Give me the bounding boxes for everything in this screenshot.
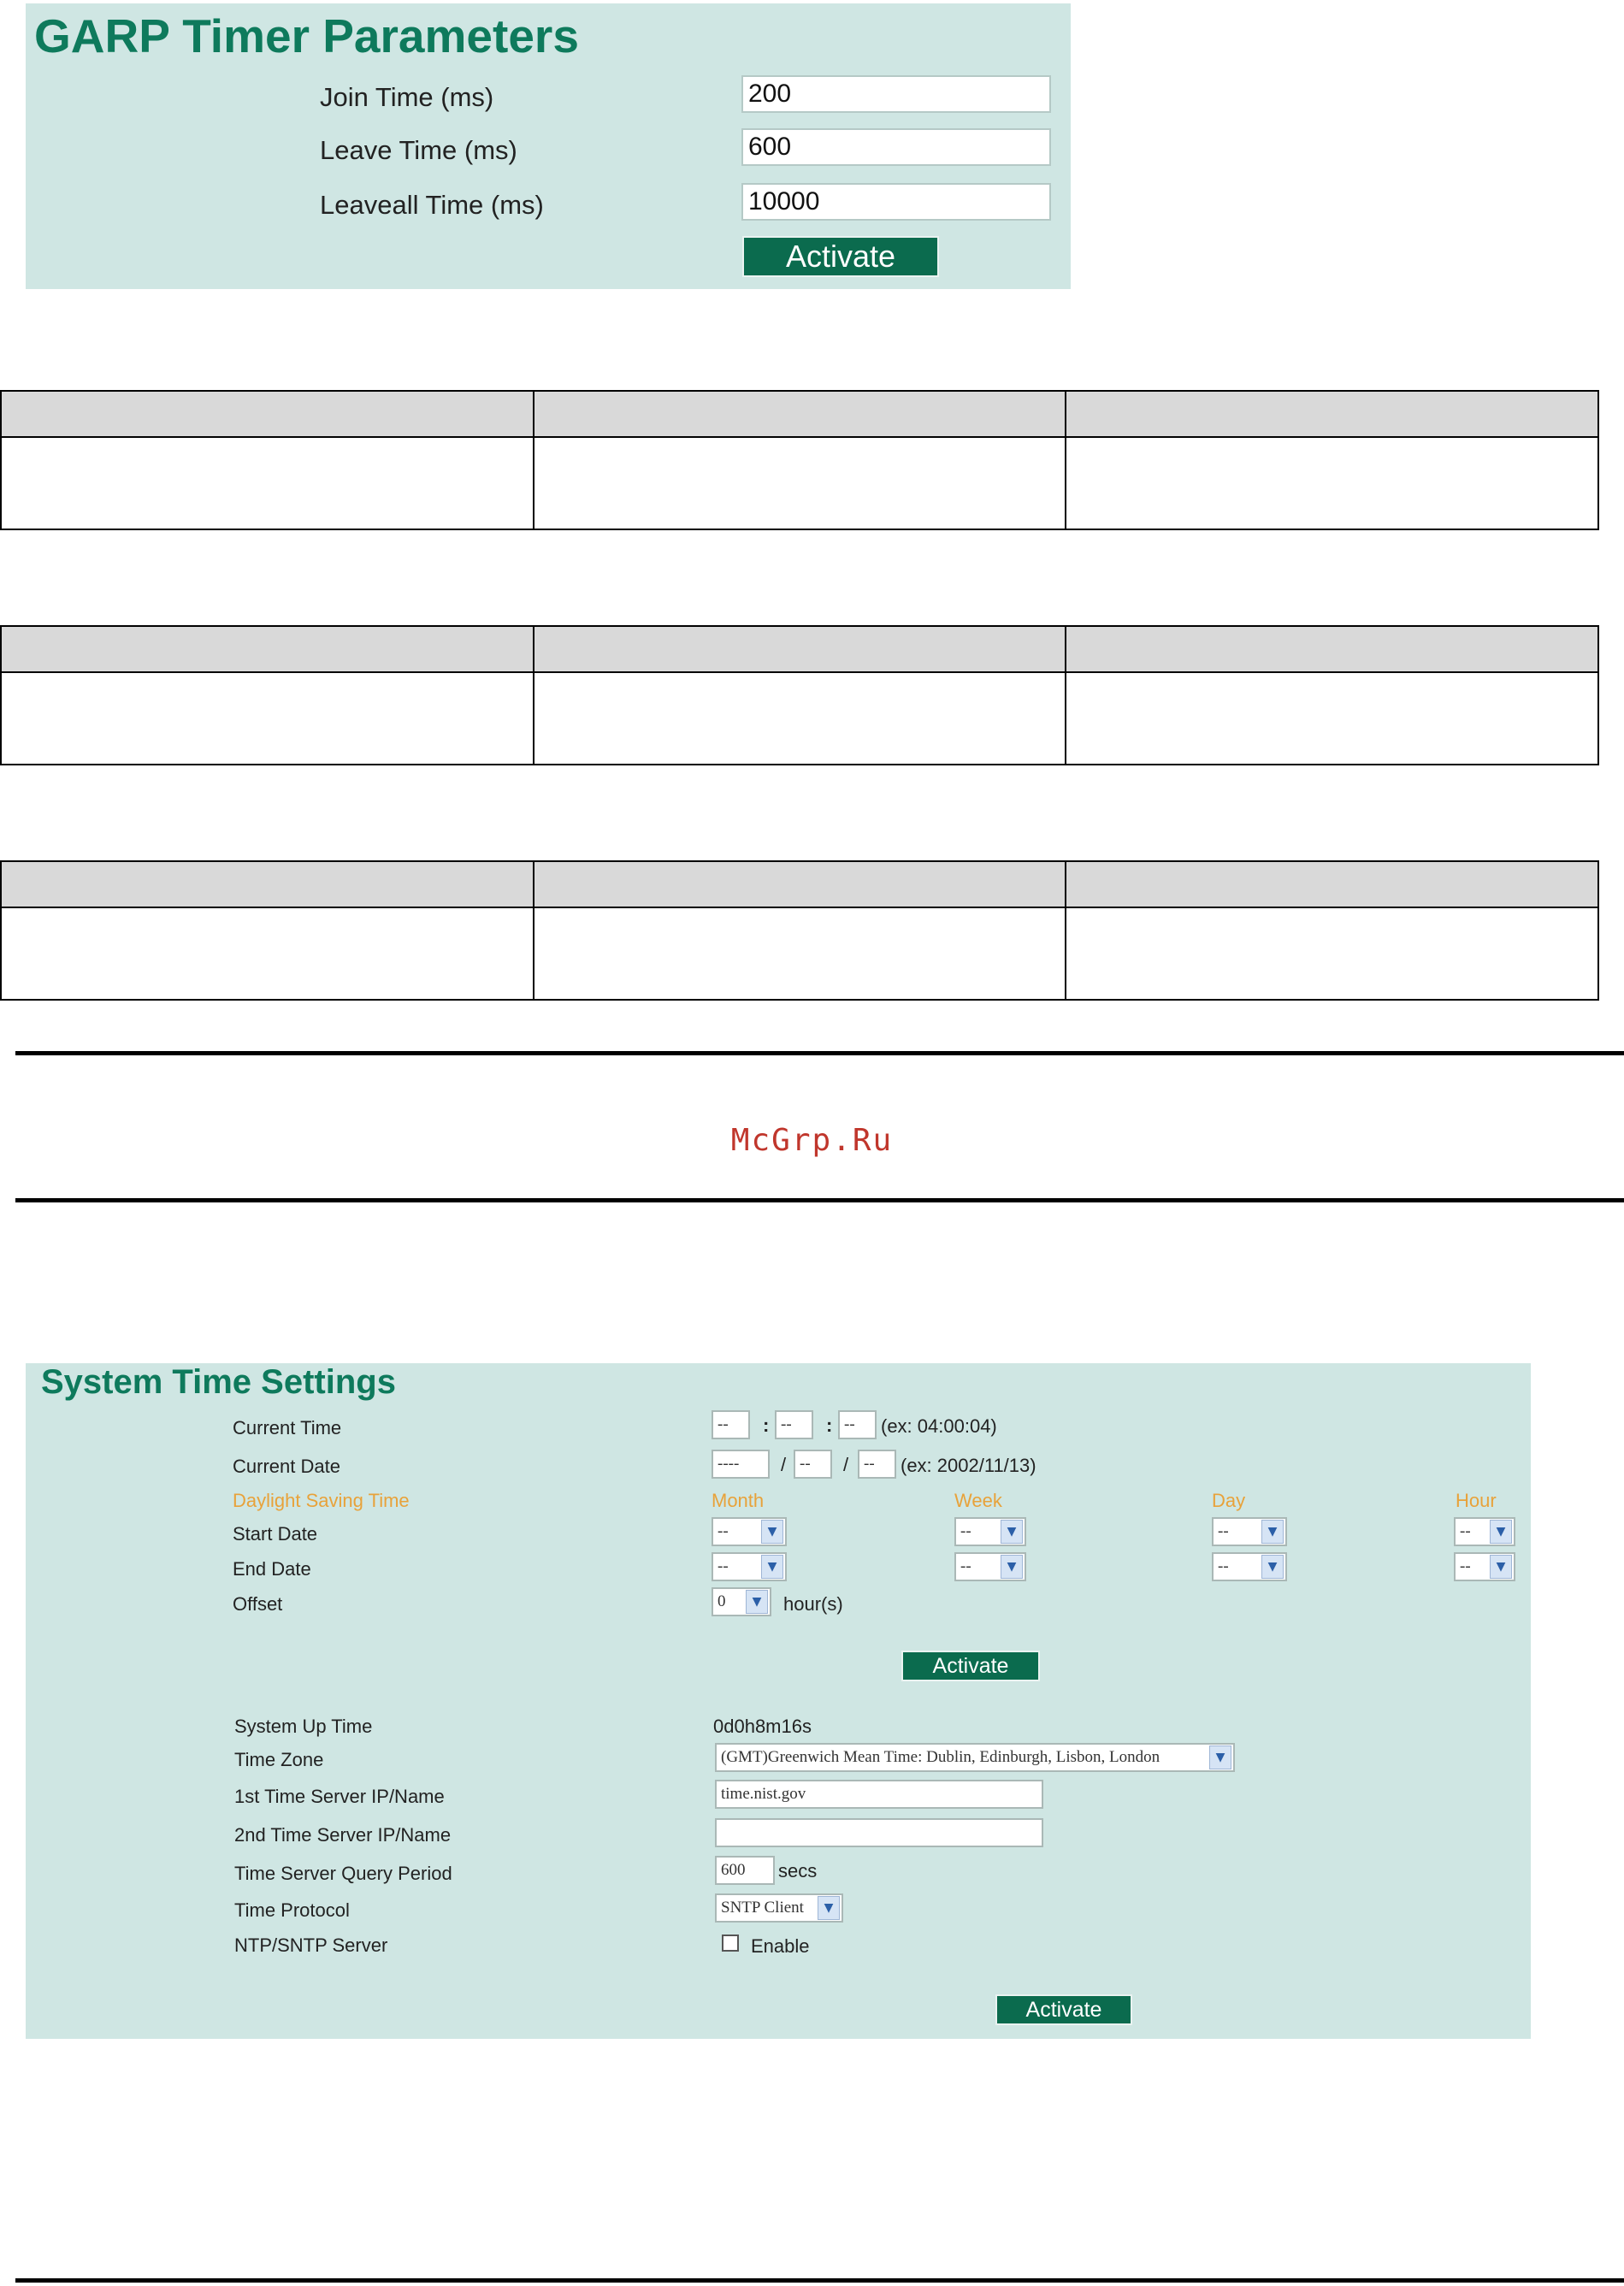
offset-select[interactable]	[712, 1587, 771, 1616]
uptime-value: 0d0h8m16s	[713, 1716, 812, 1737]
leaveall-time-input[interactable]	[741, 183, 1051, 221]
table-cell	[534, 672, 1066, 765]
query-period-label: Time Server Query Period	[234, 1863, 452, 1884]
chevron-down-icon: ▼	[1261, 1520, 1284, 1544]
dst-hour-header: Hour	[1456, 1490, 1497, 1511]
chevron-down-icon: ▼	[746, 1590, 768, 1614]
table-header-cell	[1066, 626, 1598, 672]
select-value: --	[960, 1557, 971, 1575]
end-month-select[interactable]	[712, 1552, 787, 1581]
divider-line	[15, 2278, 1624, 2283]
chevron-down-icon: ▼	[1261, 1555, 1284, 1579]
table-cell	[1, 437, 534, 529]
table-cell	[1, 672, 534, 765]
end-day-select[interactable]	[1212, 1552, 1287, 1581]
year-input[interactable]: ----	[712, 1450, 770, 1479]
hour-input[interactable]: --	[712, 1410, 750, 1439]
server1-label: 1st Time Server IP/Name	[234, 1786, 445, 1807]
end-week-select[interactable]	[954, 1552, 1026, 1581]
table-header-cell	[1, 861, 534, 907]
query-period-input[interactable]	[715, 1856, 775, 1885]
time-protocol-select[interactable]	[715, 1893, 843, 1923]
time-separator: :	[826, 1415, 833, 1436]
date-separator: /	[843, 1454, 849, 1475]
garp-panel	[26, 3, 1071, 289]
join-time-label: Join Time (ms)	[320, 82, 494, 112]
table-3	[0, 860, 1599, 1001]
select-value: --	[960, 1522, 971, 1540]
time-server-activate-button[interactable]: Activate	[995, 1994, 1132, 2025]
table-header-cell	[1066, 391, 1598, 437]
chevron-down-icon: ▼	[1490, 1520, 1512, 1544]
ntp-enable-checkbox[interactable]	[722, 1935, 739, 1952]
start-week-select[interactable]	[954, 1517, 1026, 1546]
table-cell	[534, 437, 1066, 529]
current-date-label: Current Date	[233, 1456, 340, 1477]
day-input[interactable]: --	[858, 1450, 896, 1479]
table-header-cell	[534, 391, 1066, 437]
date-separator: /	[781, 1454, 787, 1475]
table-cell	[1, 907, 534, 1000]
dst-week-header: Week	[954, 1490, 1002, 1511]
timezone-select[interactable]	[715, 1743, 1235, 1772]
offset-label: Offset	[233, 1593, 283, 1615]
select-value: 0	[718, 1592, 726, 1610]
table-cell	[1066, 907, 1598, 1000]
chevron-down-icon: ▼	[1001, 1555, 1023, 1579]
divider-line	[15, 1198, 1624, 1202]
time-separator: :	[763, 1415, 770, 1436]
system-time-title: System Time Settings	[41, 1363, 396, 1401]
select-value: --	[1218, 1522, 1229, 1540]
leave-time-input[interactable]	[741, 128, 1051, 166]
chevron-down-icon: ▼	[818, 1896, 840, 1920]
time-example: (ex: 04:00:04)	[881, 1415, 997, 1437]
table-1	[0, 390, 1599, 530]
server2-label: 2nd Time Server IP/Name	[234, 1824, 452, 1846]
timezone-label: Time Zone	[234, 1749, 324, 1770]
table-header-cell	[1066, 861, 1598, 907]
dst-month-header: Month	[712, 1490, 765, 1511]
start-day-select[interactable]	[1212, 1517, 1287, 1546]
table-cell	[534, 907, 1066, 1000]
server1-input[interactable]	[715, 1780, 1043, 1809]
select-value: (GMT)Greenwich Mean Time: Dublin, Edinburgh, Lisbon, London	[721, 1748, 1160, 1766]
minute-input[interactable]: --	[775, 1410, 813, 1439]
select-value: SNTP Client	[721, 1899, 804, 1917]
select-value: --	[1460, 1557, 1471, 1575]
start-month-select[interactable]	[712, 1517, 787, 1546]
uptime-label: System Up Time	[234, 1716, 373, 1737]
current-time-label: Current Time	[233, 1417, 342, 1438]
watermark: McGrp.Ru	[730, 1123, 894, 1158]
query-period-unit: secs	[778, 1860, 818, 1881]
table-header-cell	[1, 626, 534, 672]
month-input[interactable]: --	[794, 1450, 832, 1479]
select-value: --	[718, 1522, 729, 1540]
second-input[interactable]: --	[838, 1410, 877, 1439]
chevron-down-icon: ▼	[1209, 1746, 1231, 1769]
chevron-down-icon: ▼	[761, 1520, 783, 1544]
date-example: (ex: 2002/11/13)	[901, 1455, 1036, 1476]
dst-activate-button[interactable]: Activate	[901, 1651, 1040, 1681]
select-value: --	[718, 1557, 729, 1575]
garp-activate-button[interactable]: Activate	[742, 236, 939, 277]
chevron-down-icon: ▼	[1490, 1555, 1512, 1579]
dst-day-header: Day	[1212, 1490, 1246, 1511]
start-date-label: Start Date	[233, 1523, 318, 1545]
garp-title: GARP Timer Parameters	[34, 9, 579, 62]
table-cell	[1066, 437, 1598, 529]
leave-time-label: Leave Time (ms)	[320, 135, 517, 165]
select-value: --	[1218, 1557, 1229, 1575]
server2-input[interactable]	[715, 1818, 1043, 1847]
end-hour-select[interactable]	[1454, 1552, 1515, 1581]
leaveall-time-label: Leaveall Time (ms)	[320, 190, 544, 220]
table-2	[0, 625, 1599, 765]
table-header-cell	[534, 626, 1066, 672]
chevron-down-icon: ▼	[761, 1555, 783, 1579]
ntp-server-label: NTP/SNTP Server	[234, 1935, 388, 1956]
divider-line	[15, 1051, 1624, 1055]
table-header-cell	[534, 861, 1066, 907]
dst-label: Daylight Saving Time	[233, 1490, 410, 1511]
join-time-input[interactable]	[741, 75, 1051, 113]
offset-unit: hour(s)	[783, 1593, 843, 1615]
select-value: --	[1460, 1522, 1471, 1540]
table-header-cell	[1, 391, 534, 437]
end-date-label: End Date	[233, 1558, 311, 1580]
time-protocol-label: Time Protocol	[234, 1899, 350, 1921]
table-cell	[1066, 672, 1598, 765]
start-hour-select[interactable]	[1454, 1517, 1515, 1546]
ntp-enable-label: Enable	[751, 1935, 810, 1957]
system-time-panel	[26, 1363, 1531, 2039]
chevron-down-icon: ▼	[1001, 1520, 1023, 1544]
